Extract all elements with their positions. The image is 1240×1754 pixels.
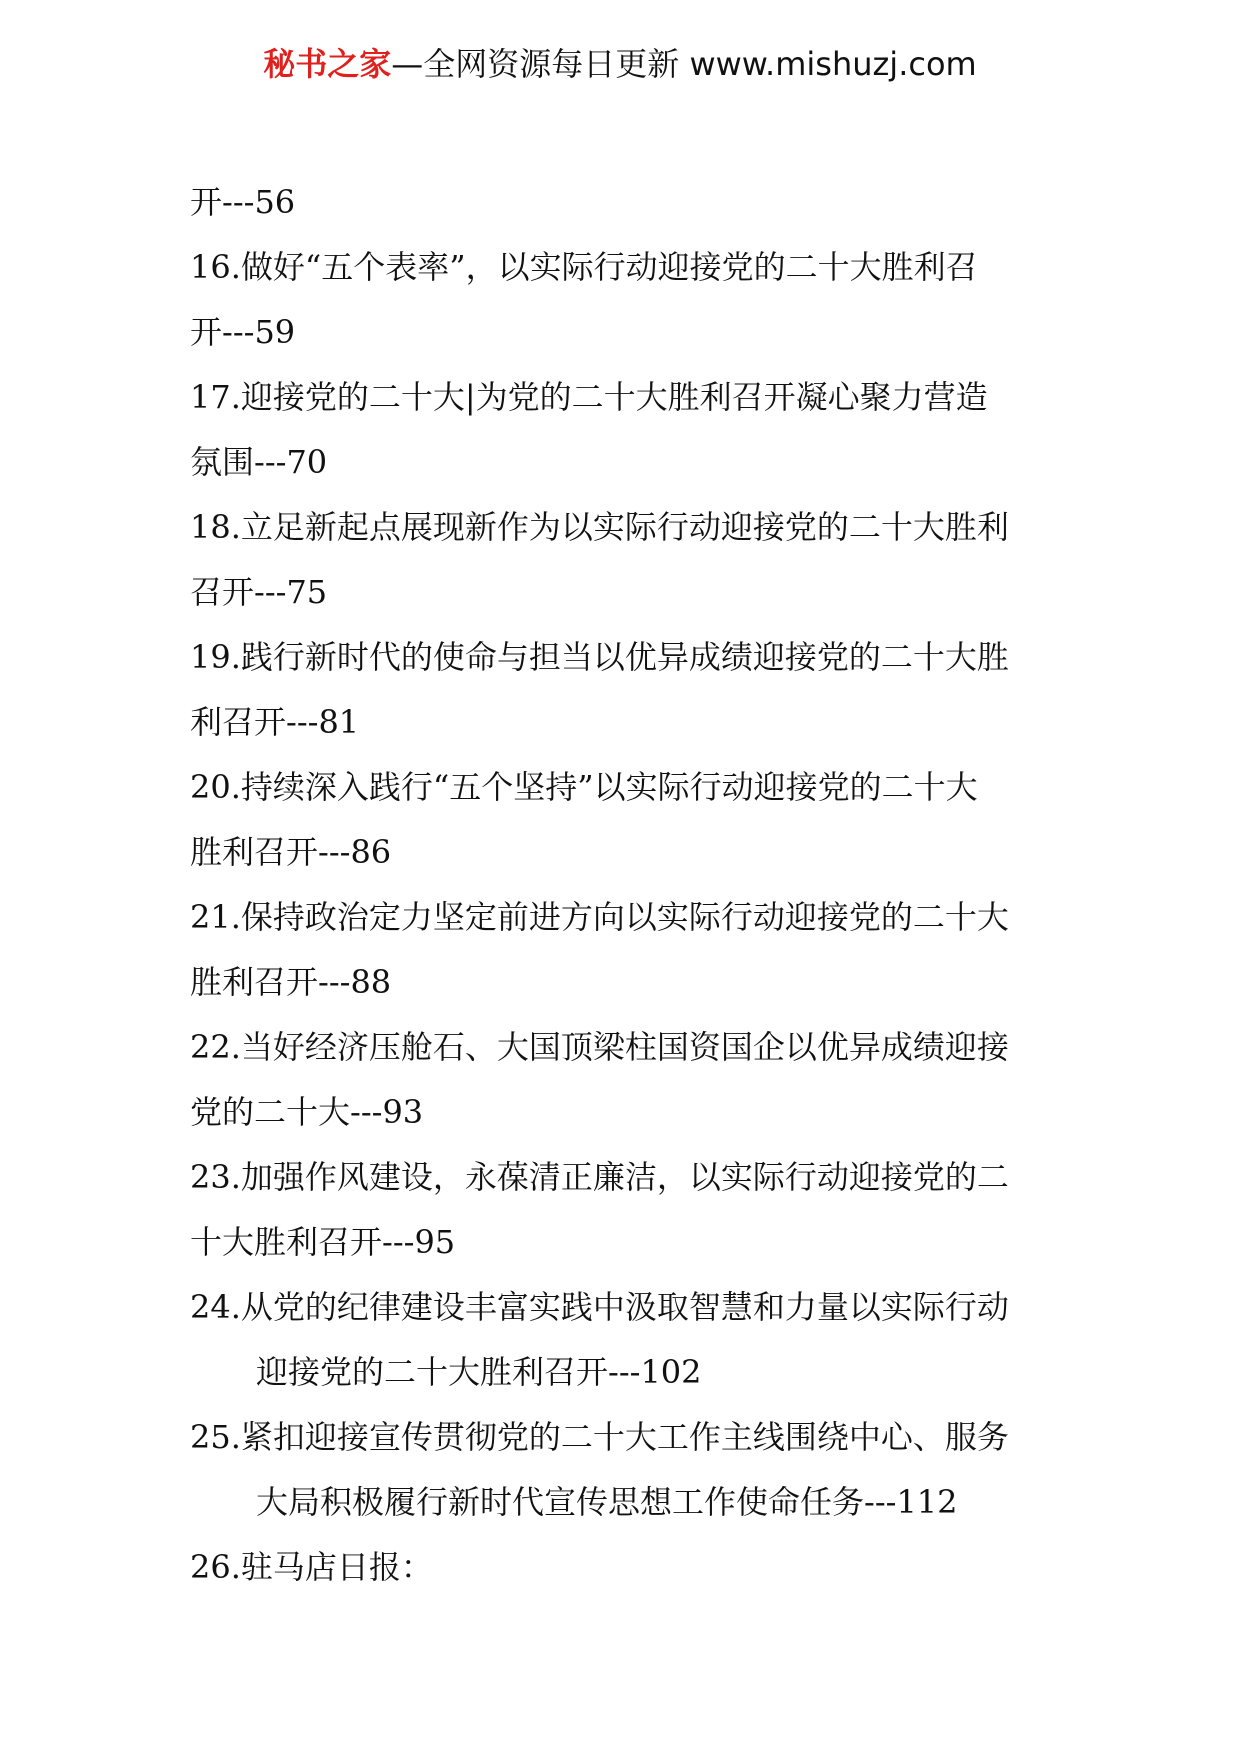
toc-line: 23.加强作风建设，永葆清正廉洁，以实际行动迎接党的二: [190, 1158, 1009, 1196]
page-header: [0, 40, 1240, 88]
toc-line: 氛围---70: [190, 443, 328, 481]
toc-line: 20.持续深入践行“五个坚持”以实际行动迎接党的二十大: [190, 768, 978, 806]
toc-line: 十大胜利召开---95: [190, 1223, 456, 1261]
brand-name: 秘书之家: [263, 45, 392, 83]
toc-line: 胜利召开---88: [190, 963, 392, 1001]
toc-line: 开---56: [190, 183, 296, 221]
toc-line: 迎接党的二十大胜利召开---102: [256, 1353, 702, 1391]
toc-line: 胜利召开---86: [190, 833, 392, 871]
toc-line: 利召开---81: [190, 703, 360, 741]
toc-line: 17.迎接党的二十大|为党的二十大胜利召开凝心聚力营造: [190, 378, 988, 416]
header-tagline: —全网资源每日更新 www.mishuzj.com: [391, 45, 977, 83]
toc-line: 24.从党的纪律建设丰富实践中汲取智慧和力量以实际行动: [190, 1288, 1009, 1326]
toc-line: 25.紧扣迎接宣传贯彻党的二十大工作主线围绕中心、服务: [190, 1418, 1009, 1456]
toc-line: 26.驻马店日报：: [190, 1548, 433, 1586]
toc-line: 22.当好经济压舱石、大国顶梁柱国资国企以优异成绩迎接: [190, 1028, 1009, 1066]
toc-line: 开---59: [190, 313, 296, 351]
toc-line: 召开---75: [190, 573, 328, 611]
toc-line: 18.立足新起点展现新作为以实际行动迎接党的二十大胜利: [190, 508, 1009, 546]
table-of-contents: [190, 170, 1060, 1600]
toc-line: 大局积极履行新时代宣传思想工作使命任务---112: [256, 1483, 958, 1521]
toc-line: 19.践行新时代的使命与担当以优异成绩迎接党的二十大胜: [190, 638, 1009, 676]
toc-line: 16.做好“五个表率”，以实际行动迎接党的二十大胜利召: [190, 248, 978, 286]
toc-line: 党的二十大---93: [190, 1093, 424, 1131]
toc-line: 21.保持政治定力坚定前进方向以实际行动迎接党的二十大: [190, 898, 1009, 936]
